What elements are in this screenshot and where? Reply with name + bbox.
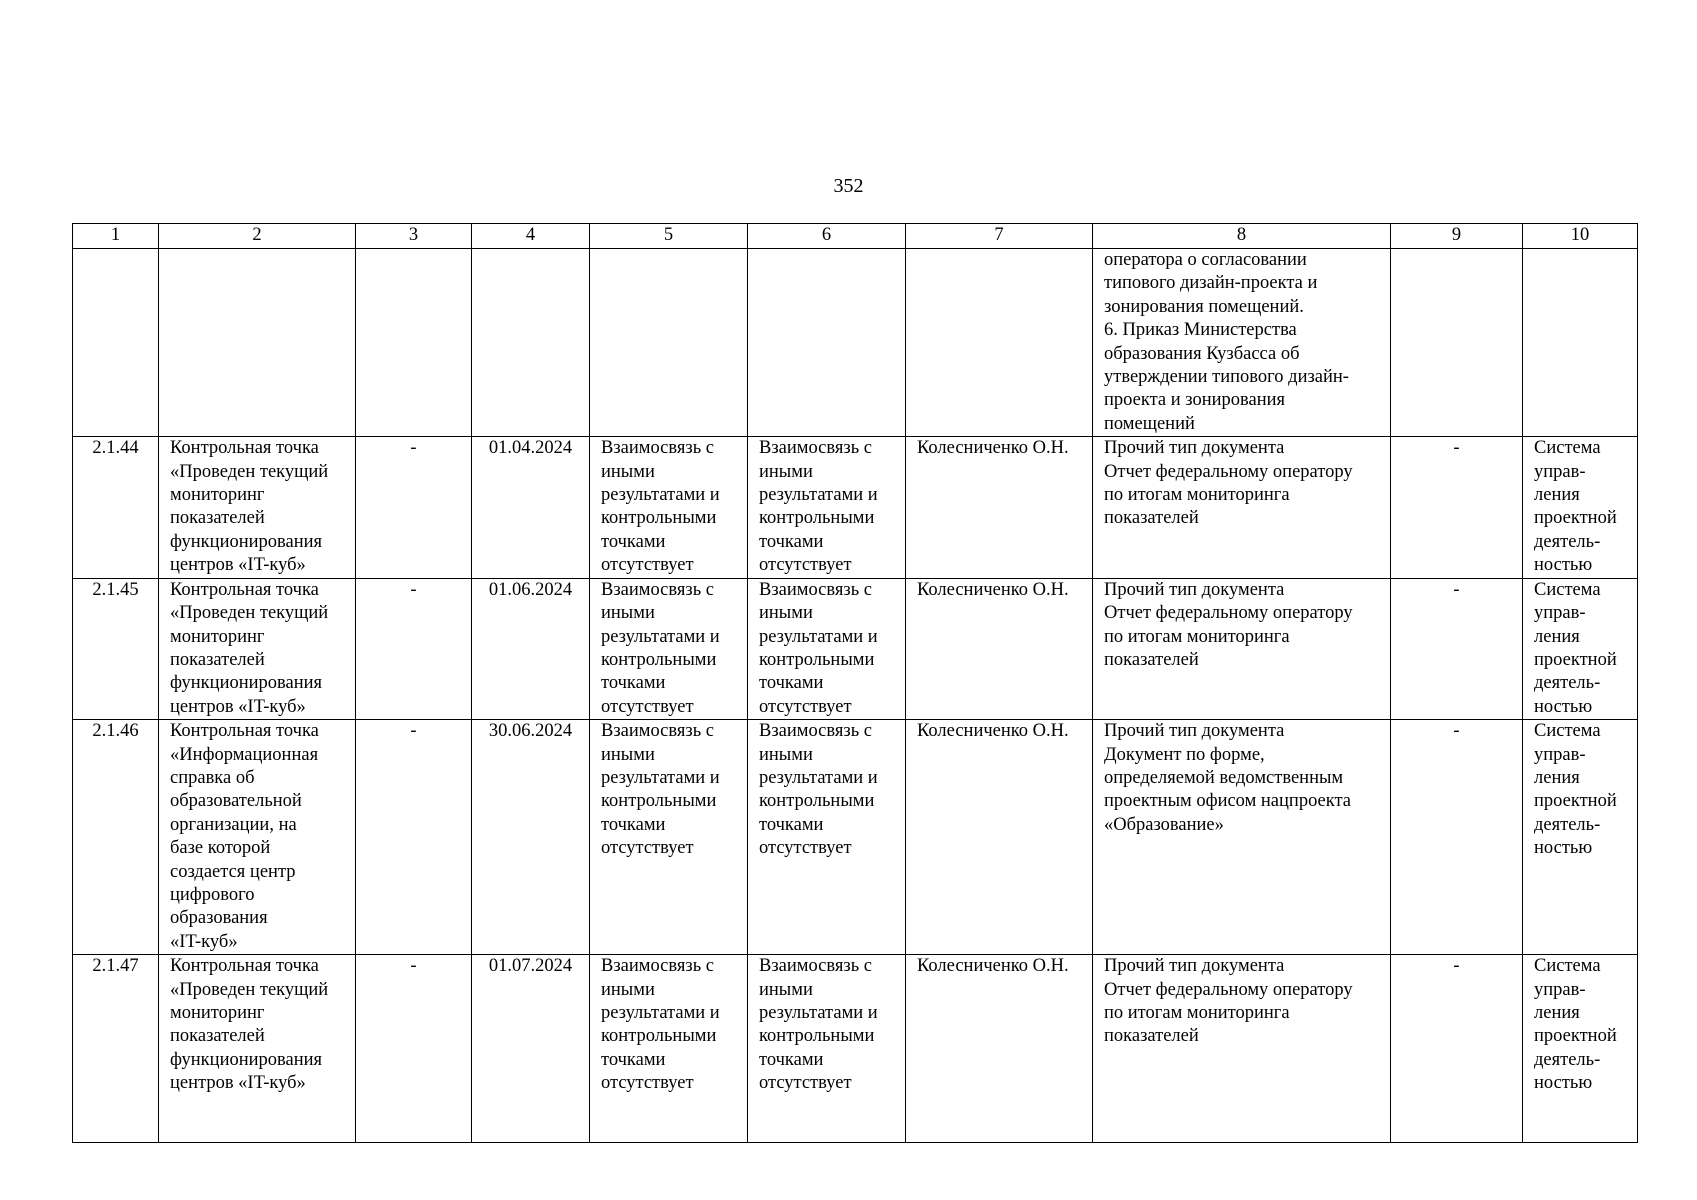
column-header: 8 [1093, 224, 1391, 249]
next-links: Взаимосвязь с иными результатами и контрольными точками отсутствует [748, 955, 906, 1143]
col3-value: - [356, 955, 472, 1143]
responsible-person: Колесниченко О.Н. [906, 578, 1093, 719]
due-date: 01.06.2024 [472, 578, 590, 719]
column-header: 9 [1391, 224, 1523, 249]
table-header-row [73, 224, 1638, 249]
row-number: 2.1.45 [73, 578, 159, 719]
plan-table [72, 223, 1638, 1143]
column-header: 6 [748, 224, 906, 249]
responsible-person: Колесниченко О.Н. [906, 720, 1093, 955]
control-system: Система управ- ления проектной деятель- ностью [1523, 578, 1638, 719]
col9-value: - [1391, 578, 1523, 719]
control-system: Система управ- ления проектной деятель- ностью [1523, 720, 1638, 955]
responsible-person: Колесниченко О.Н. [906, 955, 1093, 1143]
column-header: 5 [590, 224, 748, 249]
due-date: 01.04.2024 [472, 437, 590, 578]
continuation-document-cell: оператора о согласовании типового дизайн-проекта и зонирования помещений. 6. Приказ Министерства образования Кузбасса об утверждении типового дизайн- проекта и зонирования помещений [1093, 249, 1391, 437]
column-header: 4 [472, 224, 590, 249]
table-row [73, 437, 1638, 578]
col9-value: - [1391, 437, 1523, 578]
due-date: 30.06.2024 [472, 720, 590, 955]
checkpoint-name: Контрольная точка «Проведен текущий мониторинг показателей функционирования центров «IT-куб» [159, 437, 356, 578]
column-header: 10 [1523, 224, 1638, 249]
column-header: 7 [906, 224, 1093, 249]
row-number: 2.1.44 [73, 437, 159, 578]
checkpoint-name: Контрольная точка «Проведен текущий мониторинг показателей функционирования центров «IT-куб» [159, 955, 356, 1143]
next-links: Взаимосвязь с иными результатами и контрольными точками отсутствует [748, 720, 906, 955]
previous-links: Взаимосвязь с иными результатами и контрольными точками отсутствует [590, 720, 748, 955]
row-number: 2.1.47 [73, 955, 159, 1143]
next-links: Взаимосвязь с иными результатами и контрольными точками отсутствует [748, 578, 906, 719]
checkpoint-name: Контрольная точка «Информационная справка об образовательной организации, на базе которой создается центр цифрового образования «IT-куб» [159, 720, 356, 955]
column-header: 2 [159, 224, 356, 249]
document-type: Прочий тип документа Отчет федеральному оператору по итогам мониторинга показателей [1093, 578, 1391, 719]
col3-value: - [356, 578, 472, 719]
table-row [73, 955, 1638, 1143]
document-type: Прочий тип документа Отчет федеральному оператору по итогам мониторинга показателей [1093, 955, 1391, 1143]
previous-links: Взаимосвязь с иными результатами и контрольными точками отсутствует [590, 578, 748, 719]
next-links: Взаимосвязь с иными результатами и контрольными точками отсутствует [748, 437, 906, 578]
responsible-person: Колесниченко О.Н. [906, 437, 1093, 578]
checkpoint-name: Контрольная точка «Проведен текущий мониторинг показателей функционирования центров «IT-куб» [159, 578, 356, 719]
col3-value: - [356, 720, 472, 955]
col3-value: - [356, 437, 472, 578]
col9-value: - [1391, 720, 1523, 955]
column-header: 1 [73, 224, 159, 249]
control-system: Система управ- ления проектной деятель- ностью [1523, 955, 1638, 1143]
previous-links: Взаимосвязь с иными результатами и контрольными точками отсутствует [590, 955, 748, 1143]
page-number: 352 [833, 175, 864, 197]
control-system: Система управ- ления проектной деятель- ностью [1523, 437, 1638, 578]
table-row [73, 578, 1638, 719]
column-header: 3 [356, 224, 472, 249]
col9-value: - [1391, 955, 1523, 1143]
document-type: Прочий тип документа Документ по форме, определяемой ведомственным проектным офисом нацпроекта «Образование» [1093, 720, 1391, 955]
continuation-row [73, 249, 1638, 437]
row-number: 2.1.46 [73, 720, 159, 955]
previous-links: Взаимосвязь с иными результатами и контрольными точками отсутствует [590, 437, 748, 578]
due-date: 01.07.2024 [472, 955, 590, 1143]
table-row [73, 720, 1638, 955]
document-type: Прочий тип документа Отчет федеральному оператору по итогам мониторинга показателей [1093, 437, 1391, 578]
